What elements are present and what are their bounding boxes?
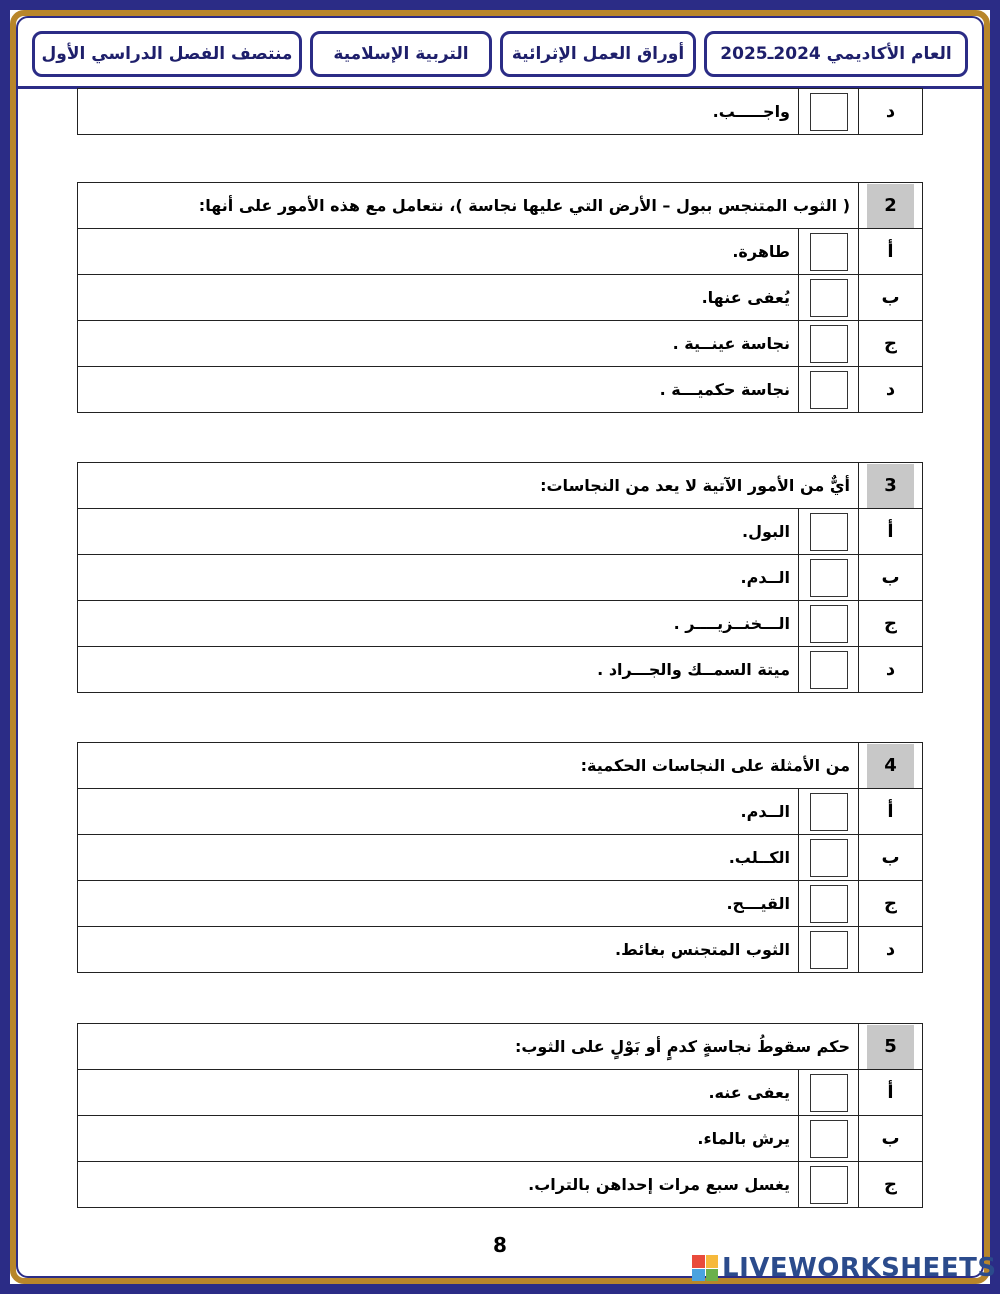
option-letter: د <box>859 927 923 973</box>
option-letter: أ <box>859 229 923 275</box>
option-letter: ب <box>859 555 923 601</box>
question-stem: أيٌّ من الأمور الآتية لا يعد من النجاسات: <box>78 463 859 509</box>
option-row <box>78 229 923 275</box>
option-letter: د <box>859 647 923 693</box>
option-letter: د <box>859 367 923 413</box>
option-letter: أ <box>859 789 923 835</box>
answer-checkbox[interactable] <box>799 789 859 835</box>
option-row <box>78 647 923 693</box>
answer-checkbox[interactable] <box>799 509 859 555</box>
option-letter: ب <box>859 835 923 881</box>
answer-checkbox[interactable] <box>799 1116 859 1162</box>
option-letter: أ <box>859 1070 923 1116</box>
option-row <box>78 1116 923 1162</box>
question-stem: حكم سقوطُ نجاسةٍ كدمٍ أو بَوْلٍ على الثوب: <box>78 1024 859 1070</box>
answer-checkbox[interactable] <box>799 367 859 413</box>
answer-checkbox[interactable] <box>799 927 859 973</box>
question-number: 4 <box>859 743 923 789</box>
option-row <box>78 881 923 927</box>
question-number: 3 <box>859 463 923 509</box>
question-4-table <box>77 742 923 973</box>
option-row <box>78 367 923 413</box>
option-text: الــدم. <box>78 789 799 835</box>
option-row <box>78 1162 923 1208</box>
answer-checkbox[interactable] <box>799 229 859 275</box>
question-5-table <box>77 1023 923 1208</box>
option-text: الكــلب. <box>78 835 799 881</box>
option-row <box>78 1070 923 1116</box>
option-letter: ج <box>859 601 923 647</box>
option-row <box>78 555 923 601</box>
option-text: الثوب المتجنس بغائط. <box>78 927 799 973</box>
question-stem-row <box>78 183 923 229</box>
option-text: واجـــــب. <box>78 89 799 135</box>
option-row <box>78 89 923 135</box>
answer-checkbox[interactable] <box>799 647 859 693</box>
answer-checkbox[interactable] <box>799 89 859 135</box>
option-letter: ج <box>859 1162 923 1208</box>
option-letter: ب <box>859 1116 923 1162</box>
option-letter: د <box>859 89 923 135</box>
option-row <box>78 835 923 881</box>
option-row <box>78 321 923 367</box>
option-text: نجاسة عينــية . <box>78 321 799 367</box>
option-text: يرش بالماء. <box>78 1116 799 1162</box>
answer-checkbox[interactable] <box>799 1162 859 1208</box>
answer-checkbox[interactable] <box>799 835 859 881</box>
option-text: يُعفى عنها. <box>78 275 799 321</box>
option-letter: ج <box>859 321 923 367</box>
subject-label: التربية الإسلامية <box>310 31 492 77</box>
academic-year-label: العام الأكاديمي 2024ـ2025 <box>704 31 968 77</box>
answer-checkbox[interactable] <box>799 881 859 927</box>
option-letter: ج <box>859 881 923 927</box>
option-text: البول. <box>78 509 799 555</box>
question-number: 2 <box>859 183 923 229</box>
liveworksheets-brand[interactable] <box>692 1254 997 1282</box>
option-text: القيـــح. <box>78 881 799 927</box>
answer-checkbox[interactable] <box>799 555 859 601</box>
worksheets-label: أوراق العمل الإثرائية <box>500 31 696 77</box>
question-3-table <box>77 462 923 693</box>
answer-checkbox[interactable] <box>799 1070 859 1116</box>
option-letter: أ <box>859 509 923 555</box>
question-stem: من الأمثلة على النجاسات الحكمية: <box>78 743 859 789</box>
question-stem-row <box>78 463 923 509</box>
question-2-table <box>77 182 923 413</box>
option-letter: ب <box>859 275 923 321</box>
option-text: طاهرة. <box>78 229 799 275</box>
question-stem-row <box>78 743 923 789</box>
brand-wordmark: LIVEWORKSHEETS <box>722 1253 997 1283</box>
option-text: يغسل سبع مرات إحداهن بالتراب. <box>78 1162 799 1208</box>
option-text: الــدم. <box>78 555 799 601</box>
answer-checkbox[interactable] <box>799 321 859 367</box>
liveworksheets-logo-icon <box>692 1255 718 1281</box>
term-label: منتصف الفصل الدراسي الأول <box>32 31 302 77</box>
option-row <box>78 927 923 973</box>
header-bar <box>18 18 982 89</box>
question-number: 5 <box>859 1024 923 1070</box>
option-text: ميتة السمــك والجـــراد . <box>78 647 799 693</box>
option-row <box>78 789 923 835</box>
option-text: يعفى عنه. <box>78 1070 799 1116</box>
partial-question-table <box>77 88 923 135</box>
option-row <box>78 509 923 555</box>
option-text: الـــخنــزيــــر . <box>78 601 799 647</box>
question-stem-row <box>78 1024 923 1070</box>
option-text: نجاسة حكميـــة . <box>78 367 799 413</box>
option-row <box>78 601 923 647</box>
question-stem: ( الثوب المتنجس ببول – الأرض التي عليها نجاسة )، نتعامل مع هذه الأمور على أنها: <box>78 183 859 229</box>
answer-checkbox[interactable] <box>799 601 859 647</box>
page-number: 8 <box>493 1233 507 1257</box>
answer-checkbox[interactable] <box>799 275 859 321</box>
option-row <box>78 275 923 321</box>
